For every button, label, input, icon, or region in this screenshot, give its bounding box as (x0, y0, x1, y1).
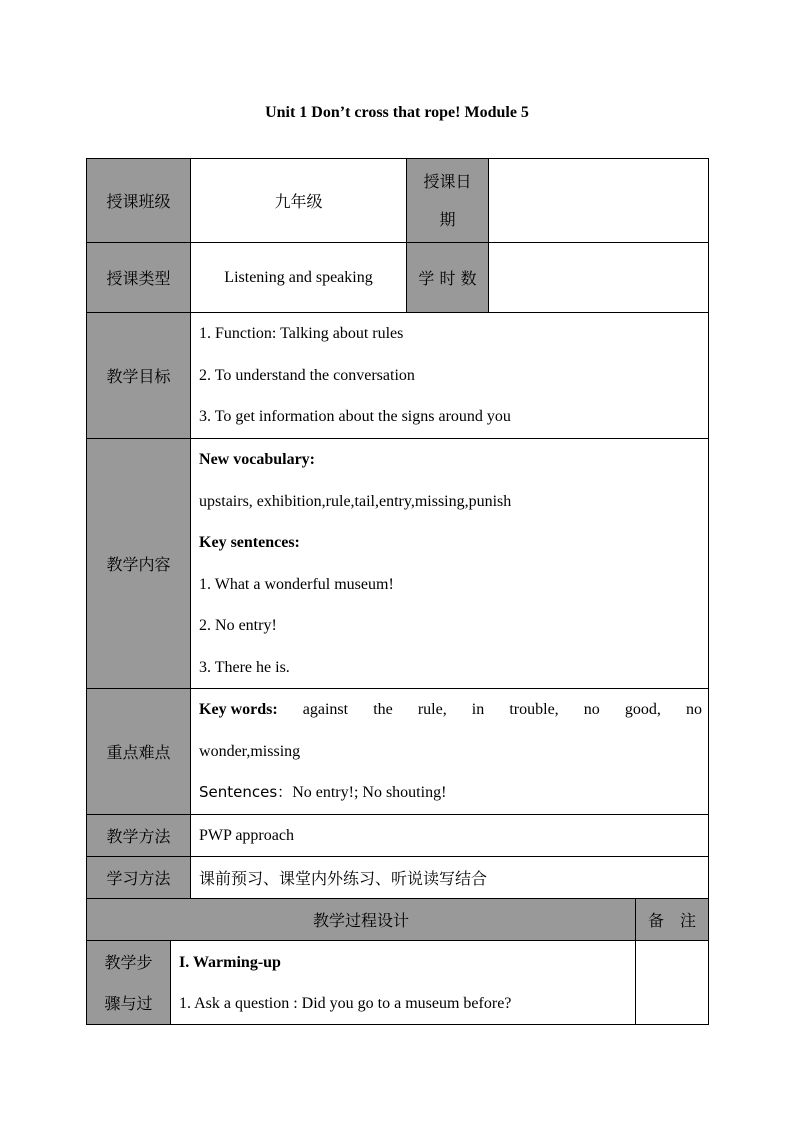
hours-label: 学 时 数 (407, 243, 489, 313)
vocab-heading: New vocabulary: (199, 451, 315, 468)
date-label-line2: 期 (439, 209, 456, 229)
steps-label-line2: 骤与过 (104, 993, 153, 1013)
objectives-content (191, 313, 709, 439)
class-value: 九年级 (191, 159, 407, 243)
type-label: 授课类型 (87, 243, 191, 313)
key-word: no (685, 701, 702, 719)
row-method (87, 815, 709, 857)
method-label: 教学方法 (87, 815, 191, 857)
row-study (87, 857, 709, 899)
difficulty-label: 重点难点 (87, 689, 191, 815)
method-value: PWP approach (191, 815, 709, 857)
vocab-list: upstairs, exhibition,rule,tail,entry,missing,punish (199, 492, 512, 510)
key-words-line2: wonder,missing (199, 742, 301, 760)
sentence-item: 3. There he is. (199, 658, 290, 676)
section-heading: I. Warming-up (179, 953, 281, 971)
date-value (489, 159, 709, 243)
sentence-item: 1. What a wonderful museum! (199, 575, 394, 593)
objective-item: 3. To get information about the signs around you (199, 408, 511, 426)
row-objectives (87, 313, 709, 439)
key-word: the (373, 701, 393, 719)
content-body (191, 439, 709, 689)
row-type (87, 243, 709, 313)
key-words-line (199, 689, 708, 731)
row-difficulty (87, 689, 709, 815)
key-words-label: Key words: (199, 701, 278, 719)
row-process-header (87, 899, 709, 941)
step-item: 1. Ask a question : Did you go to a museum before? (179, 994, 512, 1012)
objective-item: 2. To understand the conversation (199, 366, 415, 384)
hours-value (489, 243, 709, 313)
key-word: in (471, 701, 485, 719)
lesson-plan-table (86, 158, 709, 1025)
objective-item: 1. Function: Talking about rules (199, 325, 404, 343)
row-process-steps (87, 941, 709, 1025)
notes-header: 备 注 (636, 899, 709, 941)
key-word: against (302, 701, 349, 719)
notes-cell (636, 941, 709, 1025)
steps-label (87, 941, 171, 1025)
study-label: 学习方法 (87, 857, 191, 899)
key-word: trouble, (509, 701, 559, 719)
type-value: Listening and speaking (191, 243, 407, 313)
study-value: 课前预习、课堂内外练习、听说读写结合 (191, 857, 709, 899)
steps-label-line1: 教学步 (104, 952, 153, 972)
objectives-label: 教学目标 (87, 313, 191, 439)
process-header: 教学过程设计 (87, 899, 636, 941)
difficulty-sentences (199, 772, 708, 814)
row-class (87, 159, 709, 243)
key-word: rule, (417, 701, 447, 719)
content-label: 教学内容 (87, 439, 191, 689)
difficulty-content (191, 689, 709, 815)
sentence-item: 2. No entry! (199, 617, 277, 634)
sentences-value: No entry!; No shouting! (292, 784, 447, 802)
sentences-heading: Key sentences: (199, 534, 300, 551)
date-label (407, 159, 489, 243)
sentences-label: Sentences： (199, 783, 293, 802)
row-content (87, 439, 709, 689)
key-word: good, (624, 701, 661, 719)
steps-content (171, 941, 636, 1025)
class-label: 授课班级 (87, 159, 191, 243)
key-word: no (583, 701, 600, 719)
date-label-line1: 授课日 (423, 171, 472, 191)
document-title: Unit 1 Don’t cross that rope! Module 5 (265, 104, 529, 121)
